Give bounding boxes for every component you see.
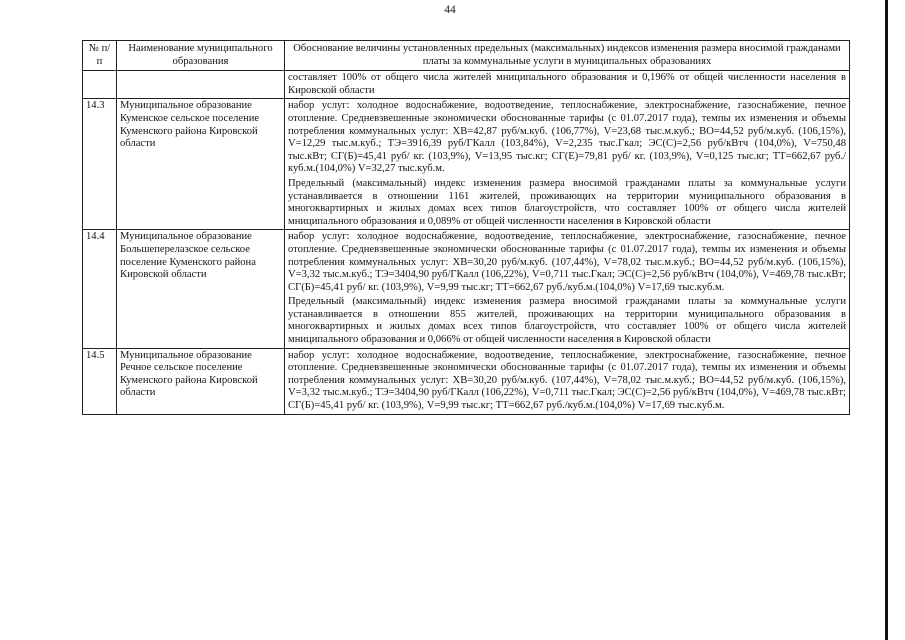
margin-border-line bbox=[885, 0, 888, 640]
table-header-row bbox=[83, 41, 850, 71]
header-number: № п/п bbox=[83, 41, 117, 71]
justification-cell bbox=[285, 348, 850, 414]
table-row bbox=[83, 99, 850, 230]
municipality-name: Муниципальное образование Куменское сельское поселение Куменского района Кировской области bbox=[117, 99, 285, 230]
table-row bbox=[83, 348, 850, 414]
header-name: Наименование муниципального образования bbox=[117, 41, 285, 71]
row-number: 14.5 bbox=[83, 348, 117, 414]
justification-cell bbox=[285, 99, 850, 230]
index-paragraph: Предельный (максимальный) индекс изменения размера вносимой гражданами платы за коммунальные услуги устанавливается в отношении 1161 жителей, проживающих на территории муниципального образования в многоквартирных и жилых домах всех типов благоустройств, что составляет 100% от общего числа жителей мниципального образования и 0,089% от общей численности населения в Кировской области bbox=[288, 177, 846, 227]
continuation-name-cell bbox=[117, 71, 285, 99]
page-number: 44 bbox=[444, 4, 456, 16]
municipality-name: Муниципальное образование Большеперелазское сельское поселение Куменского района Кировской области bbox=[117, 230, 285, 348]
services-paragraph: набор услуг: холодное водоснабжение, водоотведение, теплоснабжение, электроснабжение, газоснабжение, печное отопление. Средневзвешенные экономически обоснованные тарифы (с 01.07.2017 года), темпы их изменения и объемы потребления коммунальных услуг: ХВ=30,20 руб/м.куб. (107,44%), V=78,02 тыс.м.куб.; ВО=44,52 руб/м.куб. (106,15%), V=3,32 тыс.м.куб.; ТЭ=3404,90 руб/ГКалл (106,22%), V=0,711 тыс.Гкал; ЭС(С)=2,56 руб/кВтч (104,0%), V=469,78 тыс.кВт; СГ(Б)=45,41 руб/ кг. (103,9%), V=9,99 тыс.кг; ТТ=662,67 руб./куб.м.(104,0%) V=17,69 тыс.куб.м. bbox=[288, 349, 846, 412]
row-number: 14.3 bbox=[83, 99, 117, 230]
continuation-number-cell bbox=[83, 71, 117, 99]
table-row bbox=[83, 230, 850, 348]
index-paragraph: Предельный (максимальный) индекс изменения размера вносимой гражданами платы за коммунальные услуги устанавливается в отношении 855 жителей, проживающих на территории муниципального образования в многоквартирных и жилых домах всех типов благоустройств, что составляет 100% от общего числа жителей мниципального образования и 0,066% от общей численности населения в Кировской области bbox=[288, 296, 846, 346]
header-justification: Обоснование величины установленных предельных (максимальных) индексов изменения размера вносимой гражданами платы за коммунальные услуги в муниципальных образованиях bbox=[285, 41, 850, 71]
justification-cell bbox=[285, 230, 850, 348]
continuation-text: составляет 100% от общего числа жителей мниципального образования и 0,196% от общей численности населения в Кировской области bbox=[285, 71, 850, 99]
services-paragraph: набор услуг: холодное водоснабжение, водоотведение, теплоснабжение, электроснабжение, газоснабжение, печное отопление. Средневзвешенные экономически обоснованные тарифы (с 01.07.2017 года), темпы их изменения и объемы потребления коммунальных услуг: ХВ=30,20 руб/м.куб. (107,44%), V=78,02 тыс.м.куб.; ВО=44,52 руб/м.куб. (106,15%), V=3,32 тыс.м.куб.; ТЭ=3404,90 руб/ГКалл (106,22%), V=0,711 тыс.Гкал; ЭС(С)=2,56 руб/кВтч (104,0%), V=469,78 тыс.кВт; СГ(Б)=45,41 руб/ кг. (103,9%), V=9,99 тыс.кг; ТТ=662,67 руб./куб.м.(104,0%) V=17,69 тыс.куб.м. bbox=[288, 231, 846, 293]
municipality-name: Муниципальное образование Речное сельское поселение Куменского района Кировской области bbox=[117, 348, 285, 414]
tariff-table bbox=[82, 40, 850, 415]
row-number: 14.4 bbox=[83, 230, 117, 348]
services-paragraph: набор услуг: холодное водоснабжение, водоотведение, теплоснабжение, электроснабжение, газоснабжение, печное отопление. Средневзвешенные экономически обоснованные тарифы (с 01.07.2017 года), темпы их изменения и объемы потребления коммунальных услуг: ХВ=42,87 руб/м.куб. (106,77%), V=23,68 тыс.м.куб.; ВО=44,52 руб/м.куб. (106,15%), V=12,29 тыс.м.куб.; ТЭ=3916,39 руб/ГКалл (103,84%), V=2,235 тыс.Гкал; ЭС(С)=2,56 руб/кВтч (104,0%), V=750,48 тыс.кВт; СГ(Б)=45,41 руб/ кг. (103,9%), V=13,95 тыс.кг; СГ(Е)=79,81 руб/ кг. (103,9%), V=0,125 тыс.кг; ТТ=662,67 руб./куб.м.(104,0%) V=32,27 тыс.куб.м. bbox=[288, 100, 846, 175]
table-row-continuation bbox=[83, 71, 850, 99]
